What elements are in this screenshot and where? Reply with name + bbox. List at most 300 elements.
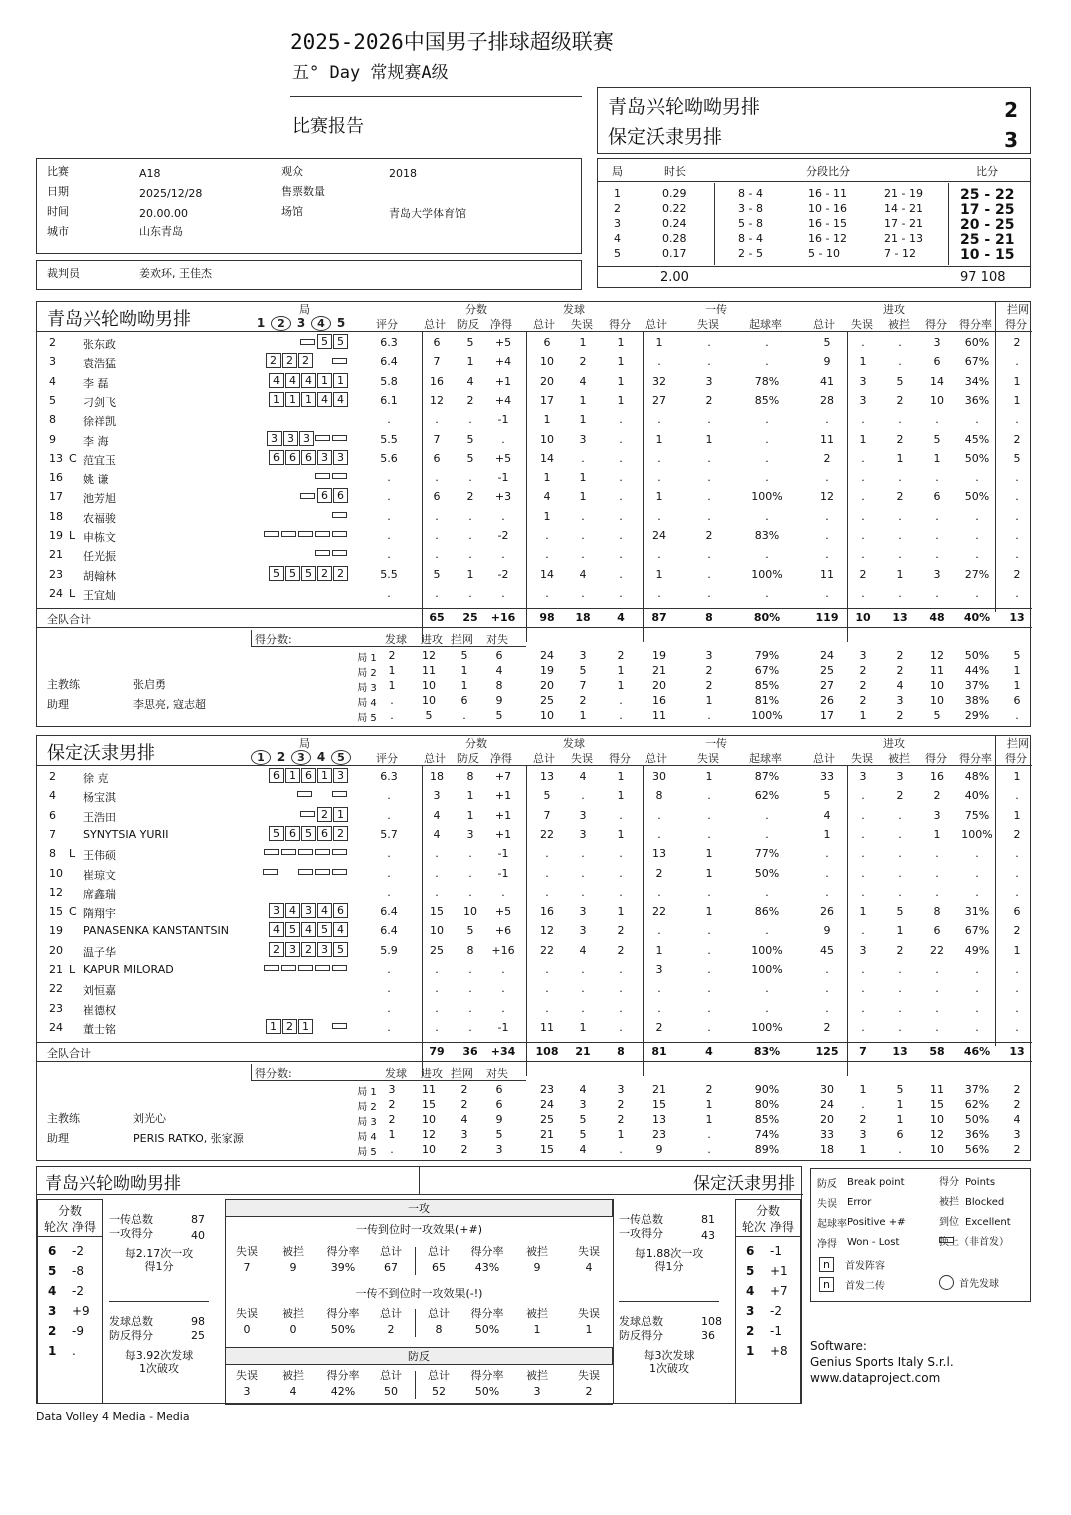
- stat-se: 1: [579, 413, 587, 427]
- stat-rt2: 2: [655, 866, 663, 880]
- player-sets: [249, 826, 349, 841]
- stat-net: +1: [494, 374, 512, 388]
- by-set-cell: 79%: [754, 649, 780, 663]
- stat-rp: 100%: [751, 490, 783, 504]
- stat-pt: .: [435, 509, 439, 523]
- stat-rt2: 1: [655, 490, 663, 504]
- good-value: 7: [243, 1261, 251, 1274]
- stat-ae: .: [861, 490, 865, 504]
- stat-bk: .: [1015, 586, 1019, 600]
- by-set-cell: 11: [422, 1083, 436, 1097]
- by-set-cell: 23: [540, 1083, 554, 1097]
- team1-total-rule2: [37, 627, 1032, 628]
- stat-at: 45: [820, 943, 834, 957]
- stat-ap: 6: [933, 924, 941, 938]
- stat-rp: .: [765, 982, 769, 996]
- stat-re: 1: [705, 432, 713, 446]
- sets-hdr-set: 局: [612, 165, 623, 178]
- stat-re: .: [707, 548, 711, 562]
- away-team-name: 保定沃隶男排: [608, 126, 723, 148]
- start-position: 3: [333, 768, 348, 783]
- by-set-cell: 3: [896, 694, 904, 708]
- stat-sp: .: [619, 982, 623, 996]
- coach-name: 张启勇: [133, 678, 166, 692]
- serve-total-label: 发球总数: [109, 1315, 153, 1328]
- team2-col-hdr-total: 总计: [645, 752, 667, 765]
- stat-at: 12: [820, 490, 834, 504]
- stat-se: 2: [579, 355, 587, 369]
- by-set-cell: 2: [579, 694, 587, 708]
- stat-rt2: 1: [655, 567, 663, 581]
- set-partial-16: 16 - 15: [808, 217, 847, 230]
- by-set-cell: 10: [422, 1113, 436, 1127]
- stat-se: .: [581, 885, 585, 899]
- by-set-cell: 24: [540, 1098, 554, 1112]
- stat-col-header: 失误: [578, 1369, 600, 1382]
- by-set-cell: .: [861, 1098, 865, 1112]
- time-value: 20.00.00: [139, 207, 188, 220]
- stat-net: -1: [497, 1020, 509, 1034]
- team2-group-hdr-rec: 一传: [705, 737, 727, 750]
- stat-ap: 3: [933, 336, 941, 349]
- stat-ab: .: [898, 413, 902, 427]
- by-set-cell: 局 1: [357, 1087, 377, 1099]
- stat-bp: .: [468, 548, 472, 562]
- stat-pt: .: [435, 847, 439, 861]
- stat-pt: .: [435, 548, 439, 562]
- bad-value: 0: [289, 1323, 297, 1336]
- stat-ae: .: [861, 847, 865, 861]
- start-position: 2: [269, 942, 284, 957]
- rotation-net: +8: [770, 1344, 788, 1358]
- stat-ab: 1: [896, 451, 904, 465]
- team1-col-hdr-bp: 防反: [457, 318, 479, 331]
- stat-se: 4: [579, 770, 587, 783]
- player-sets: [249, 961, 349, 974]
- stat-col-header: 得分率: [326, 1307, 360, 1320]
- stat-ab: .: [898, 847, 902, 861]
- player-name: 胡翰林: [83, 569, 116, 583]
- stat-pt: 7: [433, 355, 441, 369]
- by-set-cell: 56%: [964, 1143, 990, 1157]
- by-set-cell: 15: [540, 1143, 554, 1157]
- total-sp: 4: [617, 611, 625, 625]
- stat-apct: .: [975, 586, 979, 600]
- team1-group-hdr-set: 局: [299, 303, 310, 316]
- start-position: 2: [301, 942, 316, 957]
- stat-pt: 18: [430, 770, 444, 783]
- stat-ap: 10: [930, 393, 944, 407]
- rotation-net: -2: [770, 1304, 782, 1318]
- sub-marker: [298, 869, 313, 875]
- stat-rp: 62%: [754, 789, 780, 803]
- team2-col-hdr-net: 净得: [490, 752, 512, 765]
- stat-ab: .: [898, 471, 902, 485]
- stat-sp: 1: [617, 393, 625, 407]
- report-title: 2025-2026中国男子排球超级联赛: [290, 30, 614, 54]
- sub-marker: [281, 531, 296, 537]
- stat-sp: .: [619, 509, 623, 523]
- by-set-header: 发球: [385, 1067, 407, 1081]
- stat-net: .: [501, 432, 505, 446]
- start-position: 5: [269, 566, 284, 581]
- team2-group-hdr-points: 分数: [465, 737, 487, 750]
- by-set-header: 拦网: [451, 1067, 473, 1081]
- sub-marker: [315, 965, 330, 971]
- sub-marker: [298, 849, 313, 855]
- stat-net: +3: [494, 490, 512, 504]
- stat-ab: .: [898, 529, 902, 542]
- stat-ae: .: [861, 924, 865, 938]
- rec-rule: [109, 1301, 209, 1302]
- start-position: 1: [333, 807, 348, 822]
- stat-bp: .: [468, 866, 472, 880]
- set-partial-21: 14 - 21: [884, 202, 923, 215]
- stat-at: .: [825, 866, 829, 880]
- serve-total-label: 发球总数: [619, 1315, 663, 1328]
- by-set-cell: 2: [617, 1098, 625, 1112]
- team1-player-row: [37, 471, 1032, 490]
- set-number: 2: [614, 202, 621, 215]
- total-pt: 79: [429, 1045, 445, 1059]
- stat-col-header: 被拦: [526, 1307, 548, 1320]
- rotation-number: 4: [48, 1284, 57, 1298]
- by-set-cell: .: [1015, 709, 1019, 723]
- stat-pt: 6: [433, 451, 441, 465]
- player-number: 8: [49, 413, 56, 427]
- by-set-cell: 1: [617, 679, 625, 693]
- player-number: 21: [49, 548, 63, 562]
- team1-group-hdr-serve: 发球: [563, 303, 585, 316]
- stat-re: 3: [705, 374, 713, 388]
- player-name: 隋翔宇: [83, 907, 116, 921]
- stat-net: .: [501, 885, 505, 899]
- player-name: 徐 克: [83, 772, 109, 785]
- rotation-number: 1: [48, 1344, 57, 1358]
- stat-apct: 60%: [964, 336, 990, 349]
- total-bp: 36: [462, 1045, 478, 1059]
- by-set-cell: 局 5: [357, 1147, 377, 1159]
- by-set-cell: .: [707, 1143, 711, 1157]
- by-set-cell: 2: [859, 694, 867, 708]
- stat-at: 2: [823, 1020, 831, 1034]
- stat-st: 7: [543, 808, 551, 822]
- total-se: 18: [575, 611, 591, 625]
- by-set-cell: 9: [655, 1143, 663, 1157]
- stat-at: 4: [823, 808, 831, 822]
- team1-col-hdr-pts: 得分: [925, 318, 947, 331]
- by-set-cell: 30: [820, 1083, 834, 1097]
- home_rot-rotation-box: [37, 1199, 103, 1404]
- stat-se: 1: [579, 393, 587, 407]
- by-set-cell: 2: [617, 649, 625, 663]
- stat-at: 9: [823, 355, 831, 369]
- sub-marker: [332, 849, 347, 855]
- stat-pt: 6: [433, 490, 441, 504]
- def-title: 防反: [225, 1347, 613, 1365]
- total-ab: 13: [892, 611, 908, 625]
- stat-rt: .: [387, 586, 391, 600]
- stat-rp: .: [765, 885, 769, 899]
- by-set-cell: 10: [540, 709, 554, 723]
- sub-marker: [264, 965, 279, 971]
- by-set-cell: 89%: [754, 1143, 780, 1157]
- sub-marker: [332, 358, 347, 364]
- sideout-rate: 每1.88次一攻: [634, 1247, 704, 1260]
- stat-se: 3: [579, 924, 587, 938]
- first-serve-icon: [939, 1275, 954, 1290]
- team2-col-hdr-err: 失误: [697, 752, 719, 765]
- player-name: 崔琼文: [83, 868, 116, 882]
- player-name: 徐祥凯: [83, 415, 116, 429]
- by-set-cell: .: [462, 709, 466, 723]
- stat-col-header: 失误: [578, 1307, 600, 1320]
- stat-pt: 4: [433, 808, 441, 822]
- team2-col-hdr-pts: 得分: [609, 752, 631, 765]
- stat-re: .: [707, 355, 711, 369]
- player-name: 农福骏: [83, 511, 116, 525]
- stat-bk: .: [1015, 1020, 1019, 1034]
- player-sets: [249, 508, 349, 521]
- referee-box: [36, 260, 582, 290]
- stat-rt: .: [387, 471, 391, 485]
- serve-total-value: 98: [191, 1315, 205, 1328]
- start-position: 6: [285, 450, 300, 465]
- team1-player-row: [37, 375, 1032, 394]
- stat-ap: .: [935, 413, 939, 427]
- stat-pt: 6: [433, 336, 441, 349]
- final-score-box: [597, 87, 1031, 154]
- stat-bp: .: [468, 1001, 472, 1015]
- start-position: 6: [317, 488, 332, 503]
- stat-bk: .: [1015, 548, 1019, 562]
- stat-bp: 1: [466, 567, 474, 581]
- sub-marker-icon: [939, 1237, 954, 1243]
- sub-marker: [281, 849, 296, 855]
- team2-col-hdr-pos: 起球率: [749, 752, 782, 765]
- stat-pt: 3: [433, 789, 441, 803]
- player-number: 5: [49, 393, 56, 407]
- rotation-net: -9: [72, 1324, 84, 1338]
- by-set-cell: 24: [540, 649, 554, 663]
- stat-rp: 78%: [754, 374, 780, 388]
- stat-se: 4: [579, 567, 587, 581]
- rotation-net: +9: [72, 1304, 90, 1318]
- by-set-cell: 1: [617, 664, 625, 678]
- by-set-cell: 11: [930, 664, 944, 678]
- stat-rp: 50%: [754, 866, 780, 880]
- legend-first-serve: 首先发球: [959, 1279, 999, 1290]
- by-set-cell: 29%: [964, 709, 990, 723]
- start-position: 1: [333, 373, 348, 388]
- by-set-cell: 2: [896, 709, 904, 723]
- stat-se: 1: [579, 471, 587, 485]
- stat-col-header: 得分率: [326, 1245, 360, 1258]
- rotation-net: -1: [770, 1324, 782, 1338]
- player-sets: [249, 373, 349, 388]
- stat-se: .: [581, 548, 585, 562]
- stat-sp: 2: [617, 943, 625, 957]
- stat-col-header: 得分率: [470, 1307, 504, 1320]
- stat-rt: .: [387, 885, 391, 899]
- stat-ae: .: [861, 885, 865, 899]
- start-position: 1: [269, 392, 284, 407]
- good-value: 43%: [474, 1261, 500, 1274]
- stat-bk: .: [1015, 1001, 1019, 1015]
- rot-points-label: 分数: [755, 1204, 780, 1218]
- rotation-number: 1: [746, 1344, 755, 1358]
- stat-col-header: 总计: [428, 1307, 450, 1320]
- total-st: 108: [535, 1045, 559, 1059]
- set-number-label: 4: [316, 750, 326, 764]
- set-final-score: 10 - 15: [960, 247, 1015, 263]
- by-set-cell: 1: [896, 1113, 904, 1127]
- start-position: 2: [266, 353, 281, 368]
- stat-col-header: 得分率: [326, 1369, 360, 1382]
- by-set-cell: 局 2: [357, 668, 377, 680]
- by-set-cell: 2: [705, 679, 713, 693]
- by-set-header: 发球: [385, 633, 407, 647]
- team2-stats: [36, 735, 1031, 1161]
- by-set-cell: 10: [930, 1143, 944, 1157]
- stat-at: 11: [820, 567, 834, 581]
- player-role: C: [69, 905, 77, 919]
- stat-se: .: [581, 1001, 585, 1015]
- sub-marker: [332, 869, 347, 875]
- stat-re: .: [707, 490, 711, 504]
- stat-bp: 5: [466, 432, 474, 446]
- set-number-label: 5: [336, 316, 346, 330]
- player-number: 24: [49, 1020, 63, 1034]
- stat-apct: .: [975, 866, 979, 880]
- by-set-cell: 3: [859, 649, 867, 663]
- by-set-cell: 25: [820, 664, 834, 678]
- team2-player-row: [37, 1021, 1032, 1040]
- stat-st: 10: [540, 355, 554, 369]
- stat-bp: .: [468, 982, 472, 996]
- stat-rt: .: [387, 509, 391, 523]
- team1-set-numbers: [251, 316, 351, 331]
- title-divider: [290, 96, 582, 97]
- by-set-cell: 10: [422, 1143, 436, 1157]
- stat-pt: 12: [430, 393, 444, 407]
- team1-name: 青岛兴轮呦呦男排: [47, 309, 191, 330]
- stat-ab: 2: [896, 789, 904, 803]
- team2-col-hdr-rating: 评分: [376, 752, 398, 765]
- by-set-cell: 80%: [754, 1098, 780, 1112]
- team2-col-hdr-err: 失误: [571, 752, 593, 765]
- stat-rt: .: [387, 847, 391, 861]
- set-scores: [597, 158, 1031, 288]
- stat-rt2: 3: [655, 963, 663, 976]
- stat-rp: 83%: [754, 529, 780, 542]
- stat-se: .: [581, 586, 585, 600]
- player-name: 董士铭: [83, 1022, 116, 1036]
- away_rot-rotation-box: [735, 1199, 801, 1404]
- stat-at: .: [825, 885, 829, 899]
- stat-bp: 5: [466, 451, 474, 465]
- stat-st: 22: [540, 827, 554, 841]
- assistant-names: 李思亮, 寇志超: [133, 698, 206, 712]
- stat-net: -1: [497, 866, 509, 880]
- stat-col-header: 被拦: [526, 1245, 548, 1258]
- team2-player-row: [37, 886, 1032, 905]
- stat-ae: 3: [859, 393, 867, 407]
- stat-ae: 3: [859, 770, 867, 783]
- stat-ap: 16: [930, 770, 944, 783]
- legend-key: 被拦: [939, 1197, 959, 1208]
- setter-icon: n: [819, 1277, 834, 1292]
- venue-value: 青岛大学体育馆: [389, 207, 466, 220]
- stat-ab: .: [898, 336, 902, 349]
- stat-net: +4: [494, 393, 512, 407]
- team1-col-hdr-total: 总计: [533, 318, 555, 331]
- stat-ae: .: [861, 529, 865, 542]
- software-credit: [810, 1338, 954, 1386]
- stat-net: .: [501, 509, 505, 523]
- rec-total-label: 一传总数: [619, 1213, 663, 1226]
- player-role: L: [69, 586, 76, 600]
- stat-apct: .: [975, 1020, 979, 1034]
- stat-se: 3: [579, 432, 587, 446]
- legend-setter: 首发二传: [845, 1281, 885, 1292]
- player-sets: [249, 845, 349, 858]
- team1-col-hdr-block_pts: 得分: [1005, 318, 1027, 331]
- stat-rp: .: [765, 451, 769, 465]
- rotation-number: 5: [746, 1264, 755, 1278]
- stat-pt: .: [435, 413, 439, 427]
- stat-sp: .: [619, 808, 623, 822]
- by-set-cell: 12: [422, 1128, 436, 1142]
- stat-net: -2: [497, 567, 509, 581]
- stat-rp: 77%: [754, 847, 780, 861]
- rotation-number: 2: [746, 1324, 755, 1338]
- by-set-cell: 2: [617, 1113, 625, 1127]
- player-sets: [249, 450, 349, 465]
- team1-col-hdr-err: 失误: [697, 318, 719, 331]
- stat-bk: 1: [1013, 943, 1021, 957]
- stat-rp: .: [765, 586, 769, 600]
- stat-at: 5: [823, 789, 831, 803]
- by-set-cell: 81%: [754, 694, 780, 708]
- team2-group-hdr-set: 局: [299, 737, 310, 750]
- by-set-cell: 50%: [964, 649, 990, 663]
- stat-rt2: .: [657, 509, 661, 523]
- stat-rp: .: [765, 432, 769, 446]
- stat-apct: .: [975, 471, 979, 485]
- stat-ap: 22: [930, 943, 944, 957]
- stat-bk: 2: [1013, 827, 1021, 841]
- center-frame: [225, 1404, 613, 1405]
- stat-sp: .: [619, 847, 623, 861]
- total-duration: 2.00: [660, 270, 689, 285]
- by-set-cell: 11: [422, 664, 436, 678]
- start-position: 2: [333, 566, 348, 581]
- legend-starter: 首发阵容: [845, 1261, 885, 1272]
- by-set-cell: 1: [1013, 679, 1021, 693]
- stat-apct: .: [975, 529, 979, 542]
- by-set-cell: 5: [579, 1113, 587, 1127]
- stat-rt: .: [387, 963, 391, 976]
- stat-bk: .: [1015, 789, 1019, 803]
- stat-sp: 2: [617, 924, 625, 938]
- def-value: 50%: [474, 1385, 500, 1398]
- legend-box: [810, 1168, 1031, 1302]
- stat-rt2: .: [657, 1001, 661, 1015]
- by-set-cell: 3: [705, 649, 713, 663]
- stat-re: .: [707, 924, 711, 938]
- def-value: 3: [243, 1385, 251, 1398]
